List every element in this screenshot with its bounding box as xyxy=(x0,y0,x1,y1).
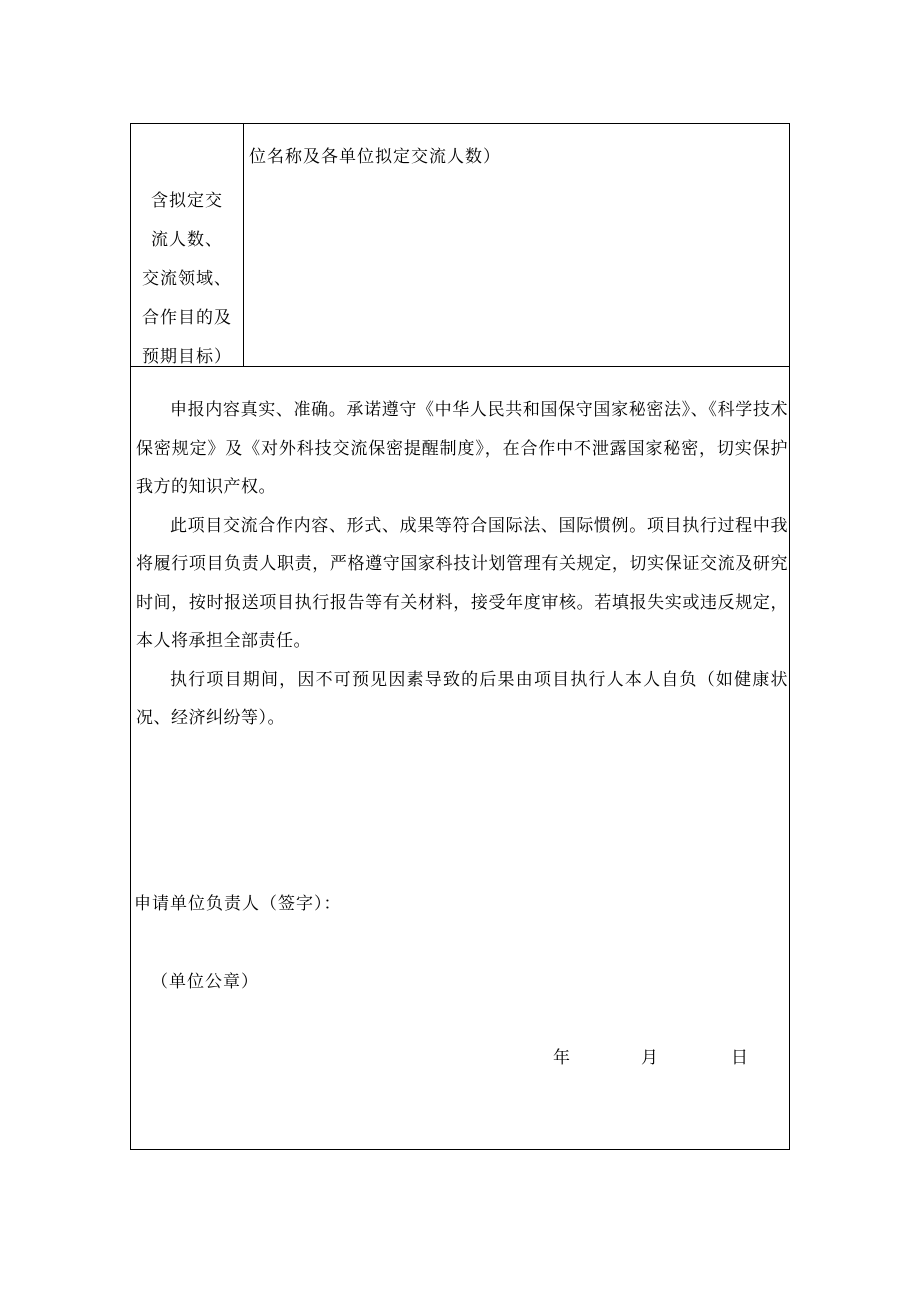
row-label-line: 流人数、 xyxy=(151,230,223,250)
row-label-line: 交流领域、 xyxy=(142,269,232,289)
commitment-paragraph: 执行项目期间，因不可预见因素导致的后果由项目执行人本人自负（如健康状况、经济纠纷等）。 xyxy=(136,669,788,728)
exchange-plan-row xyxy=(131,124,789,367)
row-content-cell[interactable] xyxy=(244,124,789,366)
date-month-label: 月 xyxy=(641,1048,658,1068)
commitment-paragraph: 此项目交流合作内容、形式、成果等符合国际法、国际惯例。项目执行过程中我将履行项目负责人职责，严格遵守国家科技计划管理有关规定，切实保证交流及研究时间，按时报送项目执行报告等有关材料，接受年度审核。若填报失实或违反规定，本人将承担全部责任。 xyxy=(136,515,788,651)
row-label-line: 合作目的及 xyxy=(142,308,232,328)
row-label-line: 预期目标） xyxy=(142,347,232,367)
row-label-cell xyxy=(131,124,244,366)
signer-label: 申请单位负责人（签字）： xyxy=(134,894,342,914)
commitment-cell xyxy=(131,367,789,1149)
row-content-text: 位名称及各单位拟定交流人数） xyxy=(249,147,501,167)
form-table xyxy=(130,123,790,1150)
row-label-line: 含拟定交 xyxy=(151,191,223,211)
seal-label: （单位公章） xyxy=(151,972,259,992)
commitment-paragraph: 申报内容真实、准确。承诺遵守《中华人民共和国保守国家秘密法》、《科学技术保密规定》及《对外科技交流保密提醒制度》，在合作中不泄露国家秘密，切实保护我方的知识产权。 xyxy=(136,400,788,497)
row-label xyxy=(131,182,243,377)
date-year-label: 年 xyxy=(553,1048,570,1068)
date-day-label: 日 xyxy=(731,1048,748,1068)
commitment-text xyxy=(136,391,788,738)
